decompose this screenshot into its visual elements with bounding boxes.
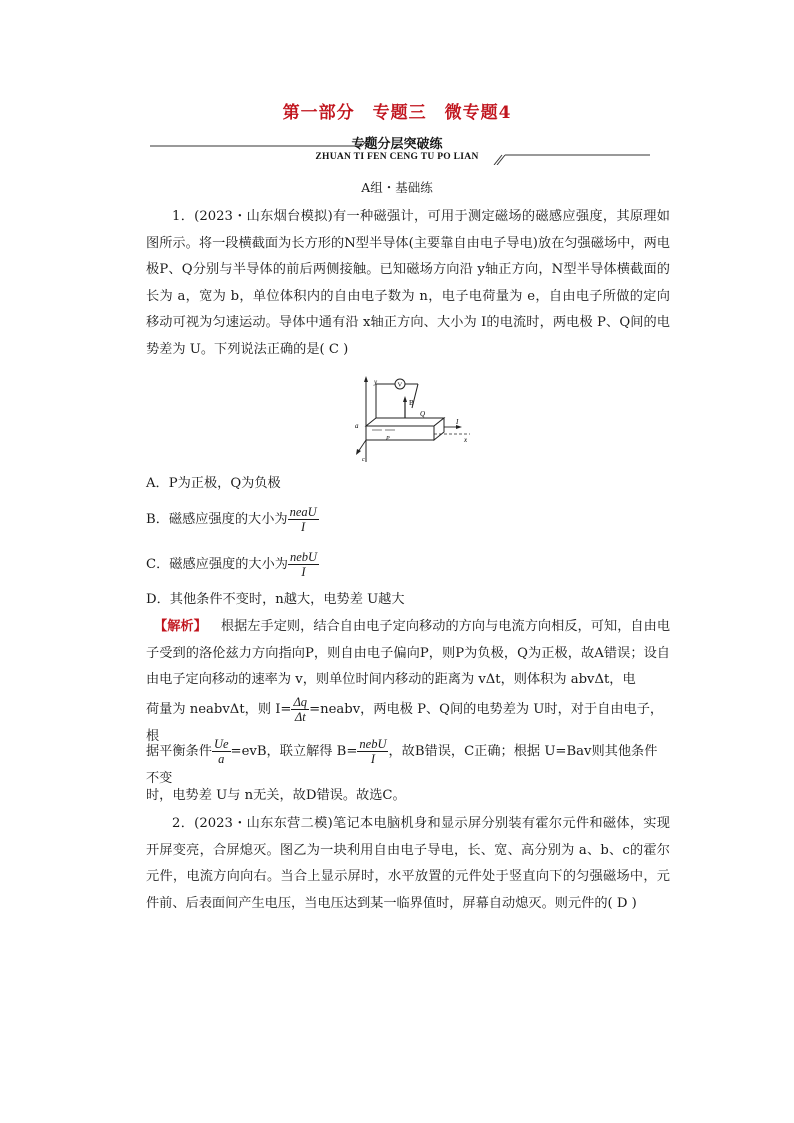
option-d: D．其他条件不变时，n越大，电势差 U越大 xyxy=(146,592,405,607)
result-fraction xyxy=(357,737,388,766)
option-b-fraction xyxy=(288,505,319,534)
option-c-prefix: C．磁感应强度的大小为 xyxy=(146,557,288,572)
option-c-denominator: I xyxy=(301,565,306,579)
balance-fraction-numerator: Ue xyxy=(213,737,229,751)
current-i-label: I xyxy=(456,418,459,426)
x-axis-label: x xyxy=(464,436,468,444)
current-fraction xyxy=(291,695,309,724)
topic-label: 专题三 xyxy=(372,103,427,123)
y-axis-label: y xyxy=(374,378,378,386)
option-b-numerator: neaU xyxy=(289,505,317,519)
option-b-denominator: I xyxy=(301,520,306,534)
banner-title: 专题分层突破练 xyxy=(351,137,443,152)
question-1-body: 1．(2023・山东烟台模拟)有一种磁强计，可用于测定磁场的磁感应强度，其原理如图所示。将一段横截面为长方形的N型半导体(主要靠自由电子导电)放在匀强磁场中，两电极P、Q分别与半导体的前后两侧接触。已知磁场方向沿 y轴正方向，N型半导体横截面的长为 a，宽为 b，单位体积内的自由电子数为 n，电子电荷量为 e，自由电子所做的定向移动可视为匀速运动。导体中通有沿 x轴正方向、大小为 I的电流时，两电极 P、Q间的电势差为 U。下列说法正确的是( C ) xyxy=(146,209,670,357)
analysis-paragraph xyxy=(146,614,670,694)
analysis-tag: 【解析】 xyxy=(154,619,207,634)
current-fraction-denominator: Δt xyxy=(294,710,306,724)
voltmeter-label: V xyxy=(397,381,403,389)
option-c-fraction xyxy=(288,550,319,579)
banner-pinyin: ZHUAN TI FEN CENG TU PO LIAN xyxy=(315,152,479,162)
question-2-text xyxy=(146,811,670,917)
option-a: A．P为正极，Q为负极 xyxy=(146,476,281,491)
option-b-prefix: B．磁感应强度的大小为 xyxy=(146,512,288,527)
balance-fraction-denominator: a xyxy=(218,752,225,766)
analysis-line-4: 时，电势差 U与 n无关，故D错误。故选C。 xyxy=(146,788,406,803)
analysis-line-2-end: =neabv，两电极 P、Q间的电势差为 U时，对于自由电子，根 xyxy=(146,702,664,744)
balance-fraction xyxy=(212,737,231,766)
result-fraction-denominator: I xyxy=(370,752,376,766)
question-1-text xyxy=(146,204,670,363)
option-c xyxy=(146,550,319,579)
analysis-line-3-end: ，故B错误，C正确；根据 U=Bav则其他条件不变 xyxy=(146,744,658,786)
section-title xyxy=(0,98,794,123)
electrode-p-label: P xyxy=(386,436,390,442)
analysis-line-2-start: 荷量为 neabvΔt，则 I= xyxy=(146,702,292,717)
electrode-q-label: Q xyxy=(420,410,426,418)
part-label: 第一部分 xyxy=(282,103,355,123)
current-fraction-numerator: Δq xyxy=(293,695,308,709)
dim-c-label: c xyxy=(362,457,365,463)
question-2-body: 2．(2023・山东东营二模)笔记本电脑机身和显示屏分别装有霍尔元件和磁体，实现开屏变亮，合屏熄灭。图乙为一块利用自由电子导电，长、宽、高分别为 a、b、c的霍尔元件，电流方向向右。当合上显示屏时，水平放置的元件处于竖直向下的匀强磁场中，元件前、后表面间产生电压，当电压达到某一临界值时，屏幕自动熄灭。则元件的( D ) xyxy=(146,816,670,911)
analysis-line-3-start: 据平衡条件 xyxy=(146,744,212,759)
analysis-line-1: 根据左手定则，结合自由电子定向移动的方向与电流方向相反，可知，自由电子受到的洛伦兹力方向指向P，则自由电子偏向P，则P为负极，Q为正极，故A错误；设自由电子定向移动的速率为 v，则单位时间内移动的距离为 vΔt，则体积为 abvΔt，电 xyxy=(146,619,671,687)
dim-a-label: a xyxy=(355,422,359,430)
magnetometer-diagram xyxy=(352,372,476,464)
analysis-line-3-middle: =evB，联立解得 B= xyxy=(230,744,358,759)
option-c-numerator: nebU xyxy=(289,550,318,564)
result-fraction-numerator: nebU xyxy=(359,737,387,751)
option-b xyxy=(146,505,319,534)
group-label: A组・基础练 xyxy=(361,180,433,195)
field-b-label: B xyxy=(409,399,414,407)
micro-topic-label: 微专题4 xyxy=(444,103,512,123)
